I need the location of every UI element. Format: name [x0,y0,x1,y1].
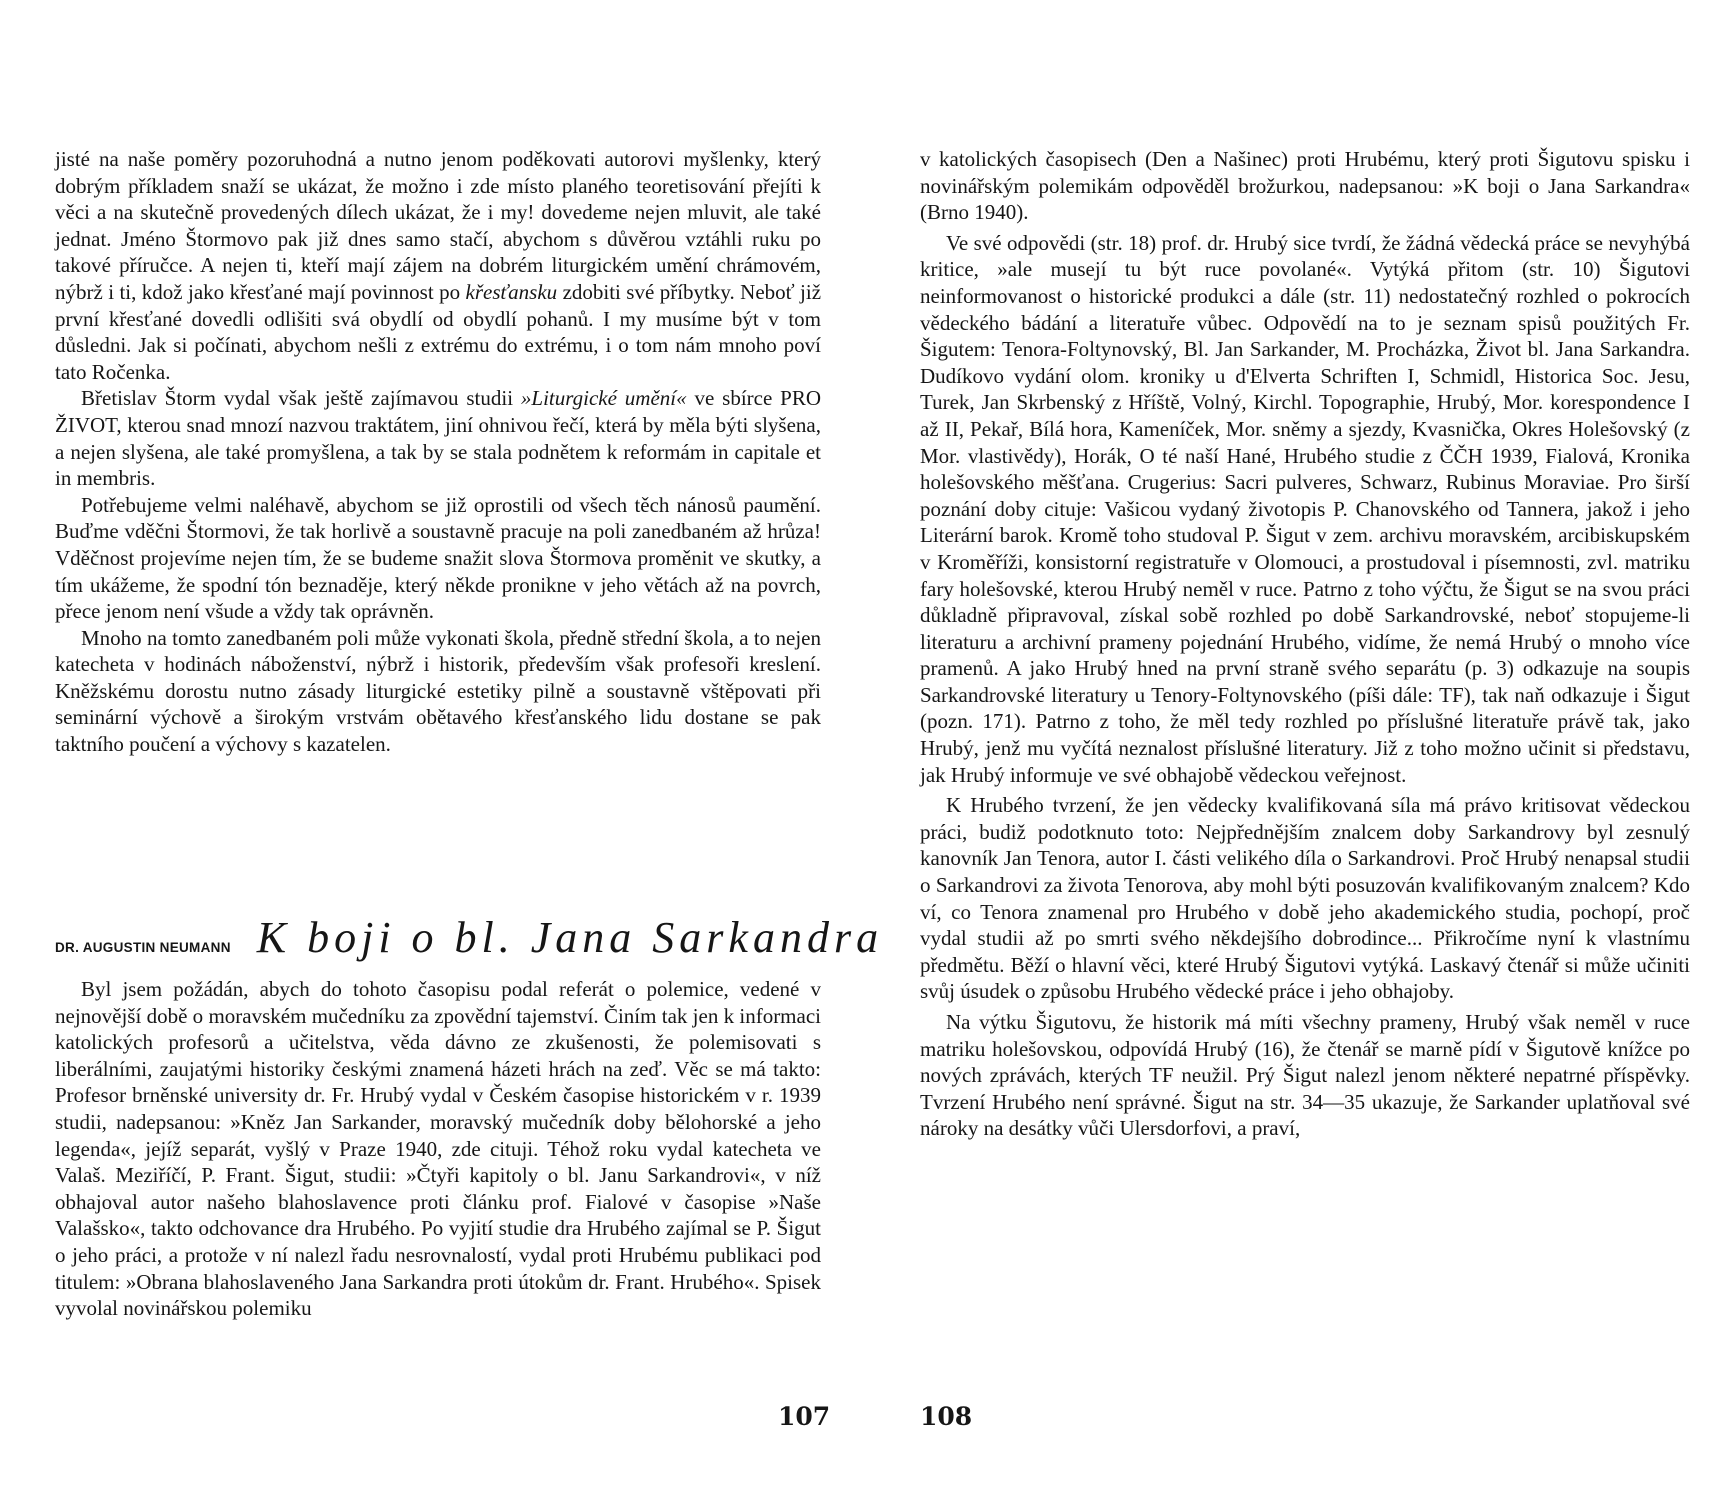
paragraph: K Hrubého tvrzení, že jen vědecky kvalifikovaná síla má právo kritisovat vědeckou práci, budiž podotknuto toto: Nejpřednějším znalcem doby Sarkandrovy byl zesnulý kanovník Jan Tenora, autor I. části velikého díla o Sarkandrovi. Proč Hrubý nenapsal studii o Sarkandrovi za života Tenorova, aby mohl býti posuzován kvalifikovaným znalcem? Kdo ví, co Tenora znamenal pro Hrubého v době jeho akademického studia, pochopí, proč vydal studii až po smrti svého někdejšího dobrodince... Přikročíme nyní k vlastnímu předmětu. Běží o hlavní věci, které Hrubý Šigutovi vytýká. Laskavý čtenář si může učiniti svůj úsudek o způsobu Hrubého vědecké práce i jeho obhajoby. [920,793,1690,1004]
left-page-text-column [55,146,821,758]
page-number: 107 [778,1402,831,1431]
page-number: 108 [920,1402,973,1431]
article-heading [55,912,884,972]
italic-emphasis: křesťansku [465,279,558,304]
paragraph: Ve své odpovědi (str. 18) prof. dr. Hrubý sice tvrdí, že žádná vědecká práce se nevyhýbá kritice, »ale musejí tu být ruce povolané«. Vytýká přitom (str. 10) Šigutovi neinformovanost o historické produkci a dále (str. 11) nedostatečný rozhled o pokrocích vědeckého bádání a literatuře vůbec. Odpovědí na to je seznam spisů použitých Fr. Šigutem: Tenora-Foltynovský, Bl. Jan Sarkander, M. Procházka, Život bl. Jana Sarkandra. Dudíkovo vydání olom. kroniky u d'Elverta Schriften I, Schmidl, Historica Soc. Jesu, Turek, Jan Skrbenský z Hříště, Volný, Kirchl. Topographie, Hrubý, Mor. korespondence I až II, Pekař, Bílá hora, Kameníček, Mor. sněmy a sjezdy, Kvasnička, Okres Holešovský (z Mor. vlastivědy), Horák, O té naší Hané, Hrubého studie z ČČH 1939, Fialová, Kronika holešovského měšťana. Crugerius: Sacri pulveres, Schwarz, Rubinus Moraviae. Pro širší poznání doby cituje: Vašicou vydaný životopis P. Chanovského od Tannera, jakož i jeho Literární barok. Kromě toho studoval P. Šigut v zem. archivu moravském, arcibiskupském v Kroměříži, konsistorní registratuře v Olomouci, a prostudoval i písemnosti, zvl. matriku fary holešovské, kterou Hrubý neměl v ruce. Patrno z toho výčtu, že Šigut se na svou práci důkladně připravoval, získal sobě rozhled po době Sarkandrovské, neboť stopujeme-li literaturu a archivní prameny pojednání Hrubého, vidíme, že nemá Hrubý o mnoho více pramenů. A jako Hrubý hned na první straně svého separátu (p. 3) odkazuje na soupis Sarkandrovské literatury u Tenory-Foltynovského (píši dále: TF), tak naň odkazuje i Šigut (pozn. 171). Patrno z toho, že měl tedy rozhled po příslušné literatuře právě tak, jako Hrubý, jenž mu vyčítá neznalost příslušné literatury. Již z toho možno učinit si představu, jak Hrubý informuje ve své obhajobě vědeckou veřejnost. [920,230,1690,787]
paragraph: Břetislav Štorm vydal však ještě zajímavou studii »Liturgické umění« ve sbírce PRO ŽIVOT, kterou snad mnozí nazvou traktátem, jiní ohnivou řečí, která by měla býti slyšena, a nejen slyšena, ale také promyšlena, a tak by se stala podnětem k reformám in capitale et in membris. [55,386,822,491]
paragraph: Potřebujeme velmi naléhavě, abychom se již oprostili od všech těch nánosů paumění. Buďme vděčni Štormovi, že tak horlivě a soustavně pracuje na poli zanedbaném až hrůza! Vděčnost projevíme nejen tím, že se budeme snažit slova Štormova proměnit ve skutky, a tím ukážeme, že spodní tón beznaděje, který někde pronikne v jeho větách až na povrch, přece jenom není všude a vždy tak oprávněn. [55,492,821,624]
paragraph: Na výtku Šigutovu, že historik má míti všechny prameny, Hrubý však neměl v ruce matriku holešovskou, odpovídá Hrubý (16), že čtenář se marně pídí v Šigutově knížce po nových zprávách, kterých TF neužil. Prý Šigut nalezl jenom některé nepatrné příspěvky. Tvrzení Hrubého není správné. Šigut na str. 34—35 ukazuje, že Sarkander uplatňoval své nároky na desátky vůči Ulersdorfovi, a praví, [920,1010,1690,1141]
paragraph: jisté na naše poměry pozoruhodná a nutno jenom poděkovati autorovi myšlenky, který dobrým příkladem snaží se ukázat, že možno i zde místo planého teoretisování přejíti k věci a na skutečně provedených dílech ukázat, že i my! dovedeme nejen mluvit, ale také jednat. Jméno Štormovo pak již dnes samo stačí, abychom s důvěrou vztáhli ruku po takové příručce. A nejen ti, kteří mají zájem na dobrém liturgickém umění chrámovém, nýbrž i ti, kdož jako křesťané mají povinnost po křesťansku zdobiti své příbytky. Neboť již první křesťané dovedli odlišiti svá obydlí od obydlí pohanů. I my musíme být v tom důsledni. Jak si počínati, abychom nešli z extrému do extrému, i o tom nám mnoho poví tato Ročenka. [55,147,822,384]
paragraph: v katolických časopisech (Den a Našinec) proti Hrubému, který proti Šigutovu spisku i novinářským polemikám odpověděl brožurkou, nadepsanou: »K boji o Jana Sarkandra« (Brno 1940). [920,147,1690,225]
paragraph: Byl jsem požádán, abych do tohoto časopisu podal referát o polemice, vedené v nejnovější době o moravském mučedníku za zpovědní tajemství. Činím tak jen k informaci katolických profesorů a učitelstva, věda dávno ze zkušenosti, že polemisovati s liberálními, zaujatými historiky českými znamená házeti hrách na zeď. Věc se má takto: Profesor brněnské university dr. Fr. Hrubý vydal v Českém časopise historickém v r. 1939 studii, nadepsanou: »Kněz Jan Sarkander, moravský mučedník doby bělohorské a jeho legenda«, jejíž separát, vyšlý v Praze 1940, zde cituji. Téhož roku vydal katecheta ve Valaš. Meziříčí, P. Frant. Šigut, studii: »Čtyři kapitoly o bl. Janu Sarkandrovi«, v níž obhajoval autor našeho blahoslavence proti článku prof. Fialové v časopise »Naše Valašsko«, takto odchovance dra Hrubého. Po vyjití studie dra Hrubého zajímal se P. Šigut o jeho práci, a protože v ní nalezl řadu nesrovnalostí, vydal proti Hrubému publikaci pod titulem: »Obrana blahoslaveného Jana Sarkandra proti útokům dr. Frant. Hrubého«. Spisek vyvolal novinářskou polemiku [55,977,821,1321]
article-opening-column [55,976,821,1322]
italic-emphasis: »Liturgické umění« [520,386,687,411]
paragraph: Mnoho na tomto zanedbaném poli může vykonati škola, předně střední škola, a to nejen katecheta v hodinách náboženství, nýbrž i historik, především však profesoři kreslení. Kněžskému dorostu nutno zásady liturgické estetiky pilně a soustavně vštěpovati při seminární výchově a širokým vrstvám obětavého křesťanského lidu dostane se pak taktního poučení a výchovy s kazatelen. [55,625,821,757]
right-page [862,0,1724,1500]
article-title: K boji o bl. Jana Sarkandra [256,913,884,962]
article-author: DR. AUGUSTIN NEUMANN [55,940,231,955]
right-page-text-column [920,146,1690,1142]
